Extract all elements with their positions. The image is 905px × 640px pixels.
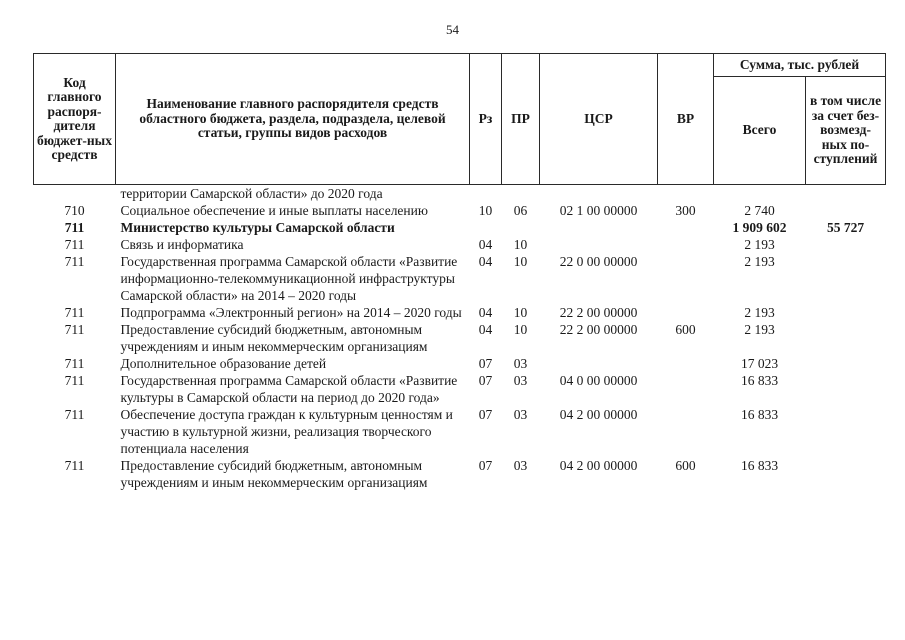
cell-vr: [658, 304, 714, 321]
cell-name: Государственная программа Самарской области «Развитие информационно-телекоммуникационной инфраструктуры Самарской области» на 2014 – 2020 годы: [120, 254, 458, 303]
header-rz: Рз: [470, 54, 502, 185]
cell-total: 16 833: [740, 373, 779, 388]
cell-csr: 02 1 00 00000: [559, 203, 638, 218]
table-row: [34, 185, 886, 203]
cell-free: [806, 372, 886, 406]
cell-rz: 04: [478, 322, 493, 337]
table-header: [34, 54, 886, 185]
table-row: [34, 457, 886, 491]
cell-vr: [658, 253, 714, 304]
cell-name: Государственная программа Самарской области «Развитие культуры в Самарской области на период до 2020 года»: [120, 373, 458, 405]
table-row: [34, 304, 886, 321]
cell-csr: 22 2 00 00000: [559, 322, 638, 337]
cell-name: территории Самарской области» до 2020 года: [120, 186, 383, 201]
cell-rz: 10: [478, 203, 493, 218]
cell-free: [806, 202, 886, 219]
cell-vr: 600: [675, 322, 696, 337]
cell-total: 2 193: [744, 322, 775, 337]
cell-free: 55 727: [826, 220, 865, 235]
cell-free: [806, 406, 886, 457]
cell-kod: 711: [64, 356, 85, 371]
table-row: [34, 406, 886, 457]
cell-name: Предоставление субсидий бюджетным, автономным учреждениям и иным некоммерческим организациям: [120, 458, 428, 490]
cell-rz: 07: [478, 407, 493, 422]
cell-kod: 710: [64, 203, 85, 218]
cell-kod: 711: [64, 254, 85, 269]
cell-rz: 07: [478, 356, 493, 371]
cell-csr: 04 2 00 00000: [559, 407, 638, 422]
cell-free: [806, 253, 886, 304]
cell-kod: 711: [64, 237, 85, 252]
cell-vr: [658, 372, 714, 406]
cell-free: [806, 236, 886, 253]
page-number: 54: [446, 22, 459, 37]
budget-table: [33, 53, 886, 491]
cell-rz: 04: [478, 254, 493, 269]
cell-csr: 22 0 00 00000: [559, 254, 638, 269]
cell-kod: 711: [64, 305, 85, 320]
cell-rz: [470, 185, 502, 203]
cell-pr: [502, 219, 540, 236]
cell-vr: [658, 406, 714, 457]
cell-total: 2 740: [744, 203, 775, 218]
table-row: [34, 321, 886, 355]
cell-kod: 711: [64, 458, 85, 473]
header-free: в том числе за счет без-возмезд-ных по-ступлений: [806, 77, 886, 185]
header-vr: ВР: [658, 54, 714, 185]
cell-csr: [540, 355, 658, 372]
cell-total: 17 023: [740, 356, 779, 371]
cell-total: 2 193: [744, 237, 775, 252]
cell-kod: 711: [64, 220, 85, 235]
cell-kod: 711: [64, 373, 85, 388]
cell-total: 2 193: [744, 254, 775, 269]
cell-csr: 04 2 00 00000: [559, 458, 638, 473]
table-row: [34, 236, 886, 253]
cell-rz: 07: [478, 373, 493, 388]
table-body: [34, 185, 886, 492]
cell-kod: 711: [64, 322, 85, 337]
cell-csr: [540, 185, 658, 203]
cell-rz: 04: [478, 305, 493, 320]
table-row: [34, 219, 886, 236]
header-all: Всего: [714, 77, 806, 185]
cell-rz: [470, 219, 502, 236]
cell-vr: [658, 236, 714, 253]
cell-name: Связь и информатика: [120, 237, 244, 252]
cell-kod: 711: [64, 407, 85, 422]
cell-name: Социальное обеспечение и иные выплаты населению: [120, 203, 428, 218]
cell-csr: 04 0 00 00000: [559, 373, 638, 388]
header-csr: ЦСР: [540, 54, 658, 185]
cell-pr: 10: [513, 322, 528, 337]
table-row: [34, 355, 886, 372]
cell-pr: 10: [513, 237, 528, 252]
cell-free: [806, 457, 886, 491]
cell-name: Предоставление субсидий бюджетным, автономным учреждениям и иным некоммерческим организациям: [120, 322, 428, 354]
cell-name: Дополнительное образование детей: [120, 356, 327, 371]
cell-vr: 300: [675, 203, 696, 218]
cell-pr: 03: [513, 458, 528, 473]
header-pr: ПР: [502, 54, 540, 185]
cell-total: 16 833: [740, 458, 779, 473]
header-kod: Код главного распоря-дителя бюджет-ных средств: [34, 54, 116, 185]
cell-vr: [658, 185, 714, 203]
cell-name: Министерство культуры Самарской области: [120, 220, 395, 235]
cell-total: [714, 185, 806, 203]
cell-vr: 600: [675, 458, 696, 473]
cell-rz: 04: [478, 237, 493, 252]
cell-name: Обеспечение доступа граждан к культурным ценностям и участию в культурной жизни, реализация творческого потенциала населения: [120, 407, 453, 456]
header-sum-group: Сумма, тыс. рублей: [714, 54, 886, 77]
table-row: [34, 253, 886, 304]
cell-free: [806, 304, 886, 321]
cell-pr: 03: [513, 356, 528, 371]
cell-csr: [540, 219, 658, 236]
cell-csr: 22 2 00 00000: [559, 305, 638, 320]
cell-name: Подпрограмма «Электронный регион» на 2014 – 2020 годы: [120, 305, 462, 320]
cell-total: 2 193: [744, 305, 775, 320]
cell-pr: 03: [513, 373, 528, 388]
table-row: [34, 202, 886, 219]
cell-vr: [658, 219, 714, 236]
cell-pr: 03: [513, 407, 528, 422]
cell-rz: 07: [478, 458, 493, 473]
cell-vr: [658, 355, 714, 372]
cell-free: [806, 185, 886, 203]
cell-pr: [502, 185, 540, 203]
cell-csr: [540, 236, 658, 253]
table-row: [34, 372, 886, 406]
cell-pr: 10: [513, 254, 528, 269]
cell-free: [806, 355, 886, 372]
header-name: Наименование главного распорядителя средств областного бюджета, раздела, подраздела, целевой статьи, группы видов расходов: [116, 54, 470, 185]
cell-pr: 06: [513, 203, 528, 218]
cell-total: 1 909 602: [732, 220, 787, 235]
cell-free: [806, 321, 886, 355]
cell-pr: 10: [513, 305, 528, 320]
cell-kod: [34, 185, 116, 203]
cell-total: 16 833: [740, 407, 779, 422]
